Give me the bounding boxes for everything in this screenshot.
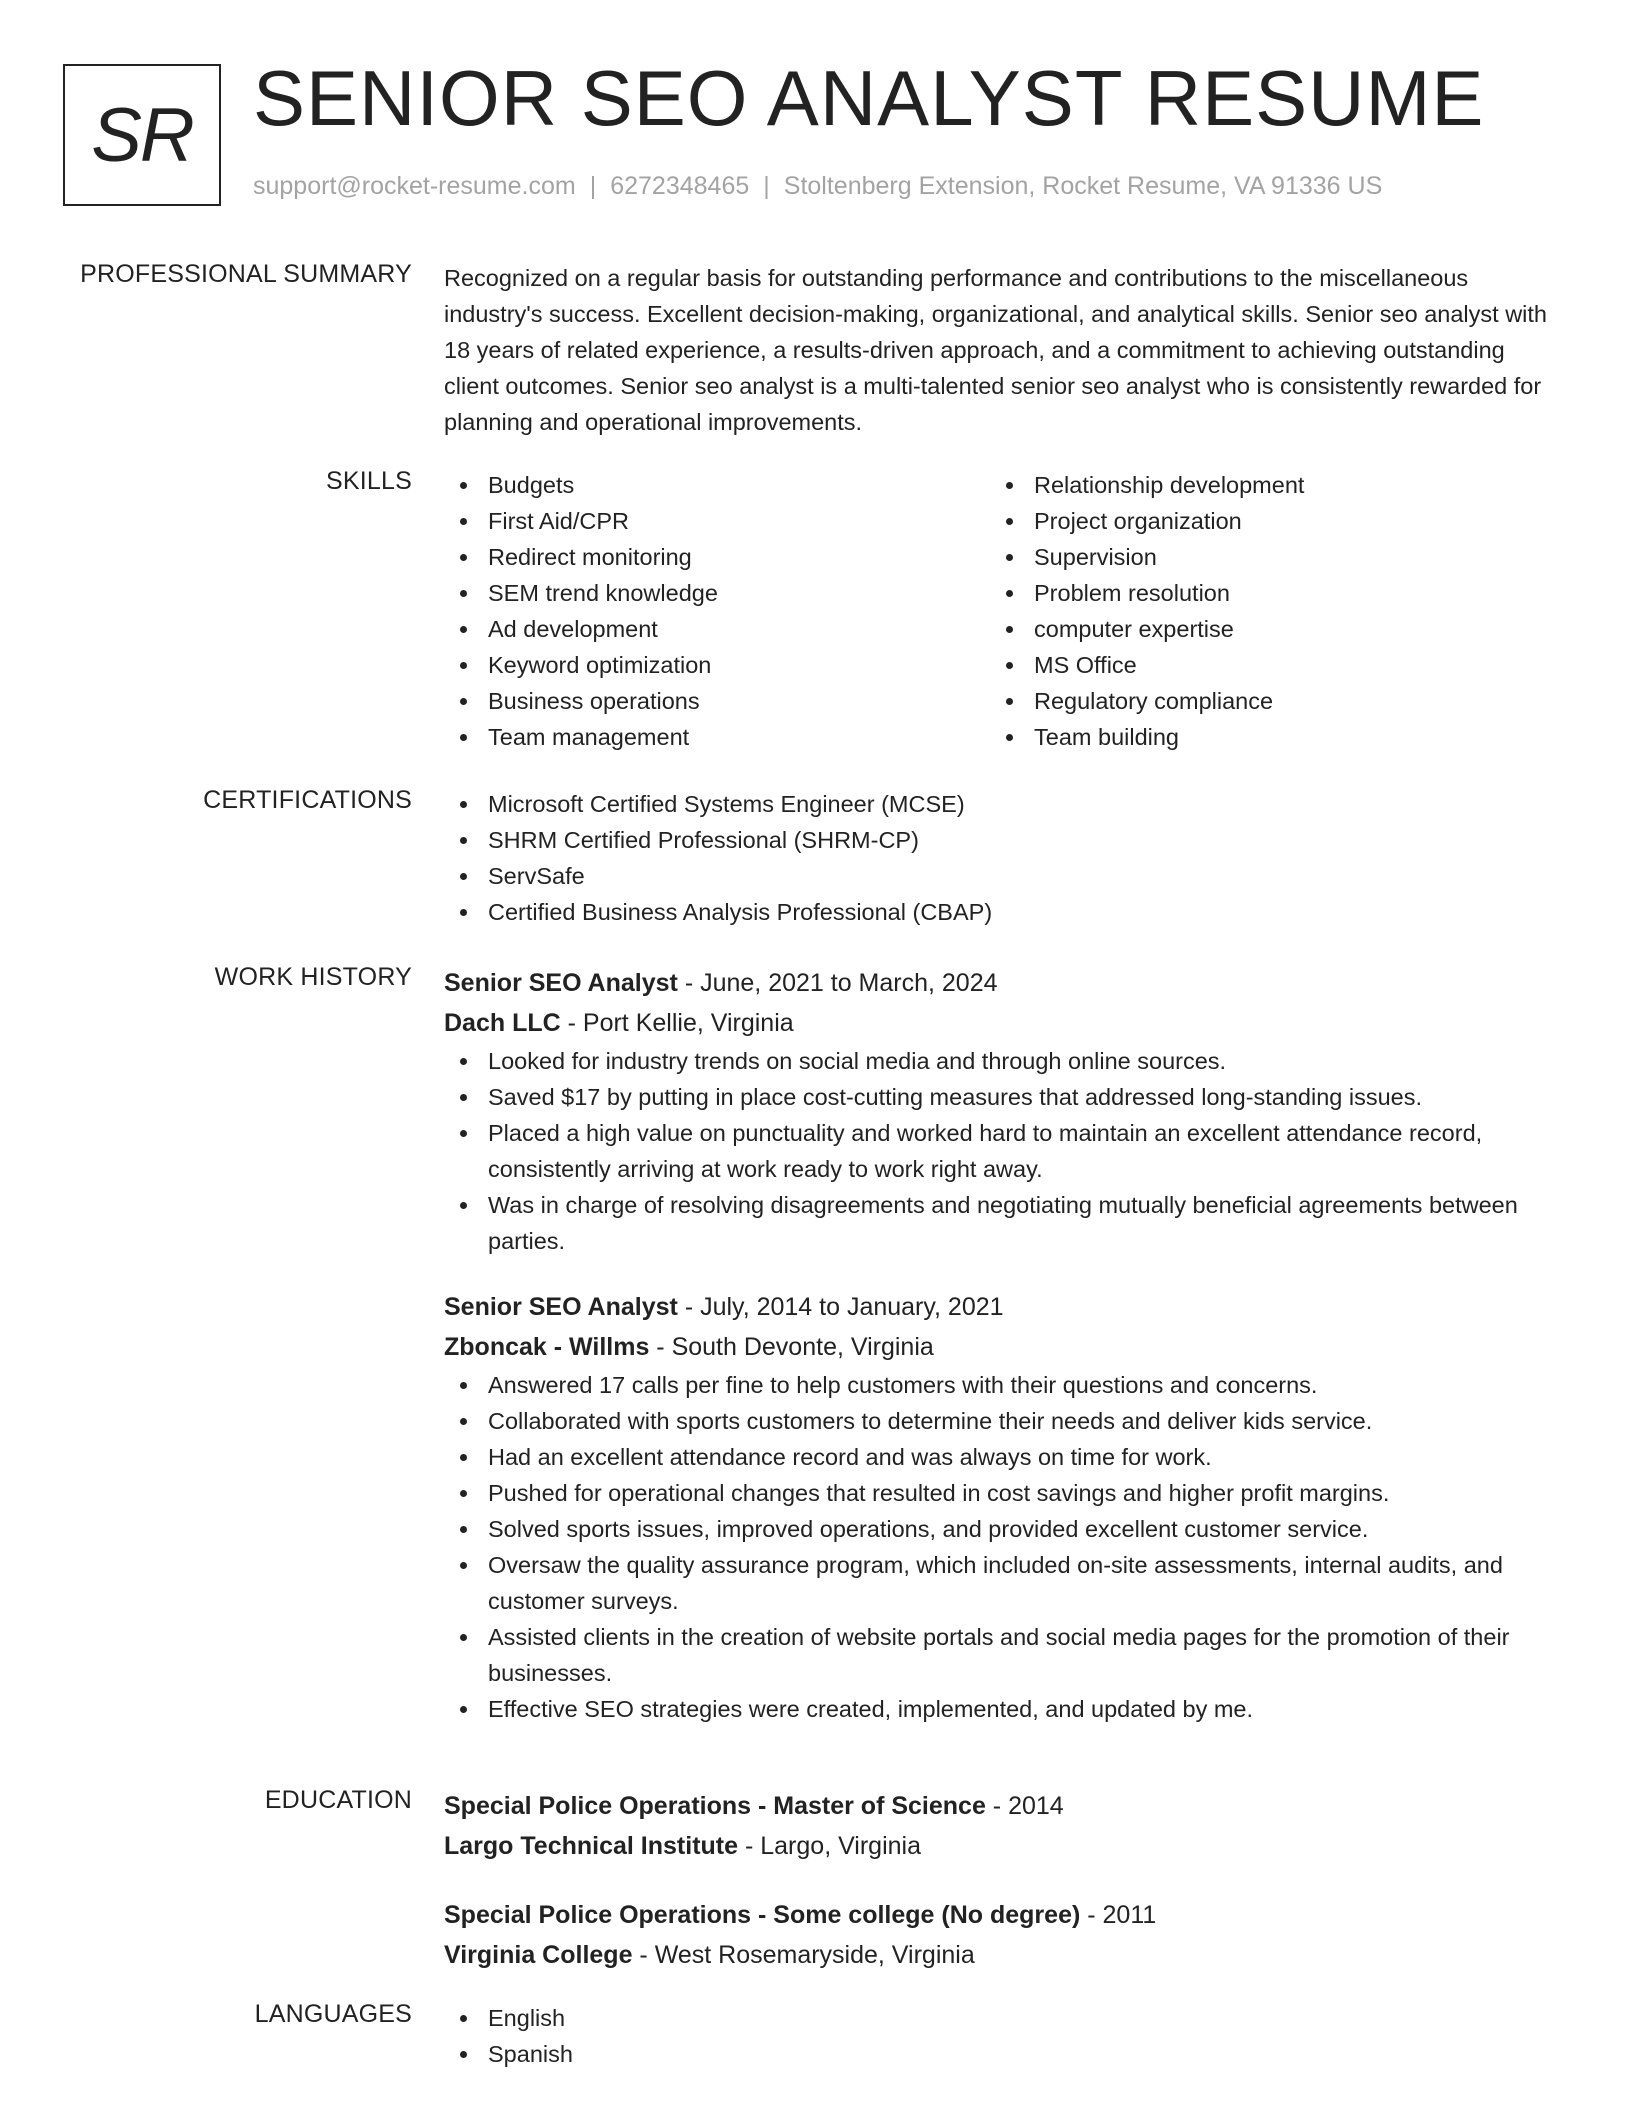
skill-item: First Aid/CPR — [444, 503, 990, 539]
job-company: Dach LLC — [444, 1009, 561, 1037]
education-degree: Special Police Operations - Master of Science — [444, 1792, 986, 1820]
contact-address: Stoltenberg Extension, Rocket Resume, VA 91336 US — [783, 172, 1383, 200]
job-bullet: Saved $17 by putting in place cost-cutting measures that addressed long-standing issues. — [444, 1079, 1560, 1115]
education-degree-line — [444, 1786, 1560, 1826]
contact-email: support@rocket-resume.com — [253, 172, 576, 200]
job-company-line — [444, 1327, 1560, 1367]
section-heading-work-history: WORK HISTORY — [214, 963, 412, 991]
skill-item: Team management — [444, 719, 990, 755]
job-entry — [444, 1287, 1560, 1727]
job-company-line — [444, 1003, 1560, 1043]
certification-item: ServSafe — [444, 858, 1560, 894]
job-bullets — [444, 1043, 1560, 1259]
job-location: - South Devonte, Virginia — [649, 1333, 934, 1361]
education-school: Virginia College — [444, 1941, 633, 1969]
monogram-box — [63, 64, 221, 206]
certification-item: SHRM Certified Professional (SHRM-CP) — [444, 822, 1560, 858]
job-location: - Port Kellie, Virginia — [560, 1009, 794, 1037]
language-item: Spanish — [444, 2036, 1560, 2072]
job-title-line — [444, 1287, 1560, 1327]
education-degree: Special Police Operations - Some college (No degree) — [444, 1901, 1081, 1929]
section-heading-education: EDUCATION — [264, 1786, 412, 1814]
skill-item: Ad development — [444, 611, 990, 647]
summary-text: Recognized on a regular basis for outstanding performance and contributions to the miscellaneous industry's success. Excellent decision-making, organizational, and analytical skills. Senior seo analyst with 18 years of related experience, a results-driven approach, and a commitment to achieving outstanding client outcomes. Senior seo analyst is a multi-talented senior seo analyst who is consistently rewarded for planning and operational improvements. — [444, 265, 1547, 435]
education-location: - Largo, Virginia — [738, 1832, 922, 1860]
skill-item: MS Office — [990, 647, 1536, 683]
contact-line — [253, 172, 1382, 201]
skill-item: Redirect monitoring — [444, 539, 990, 575]
education-school-line — [444, 1826, 1560, 1866]
certification-item: Microsoft Certified Systems Engineer (MCSE) — [444, 786, 1560, 822]
job-bullet: Oversaw the quality assurance program, which included on-site assessments, internal audits, and customer surveys. — [444, 1547, 1560, 1619]
education-location: - West Rosemaryside, Virginia — [632, 1941, 975, 1969]
job-bullet: Assisted clients in the creation of website portals and social media pages for the promotion of their businesses. — [444, 1619, 1560, 1691]
job-entry — [444, 963, 1560, 1259]
contact-separator: | — [763, 172, 770, 200]
skill-item: computer expertise — [990, 611, 1536, 647]
education-year: - 2014 — [985, 1792, 1064, 1820]
contact-phone: 6272348465 — [610, 172, 750, 200]
section-heading-languages: LANGUAGES — [254, 2000, 412, 2028]
education-entry — [444, 1895, 1560, 1975]
section-heading-summary: PROFESSIONAL SUMMARY — [80, 260, 412, 288]
skills-list-right — [990, 467, 1536, 755]
skill-item: Supervision — [990, 539, 1536, 575]
languages-list — [444, 2000, 1560, 2072]
job-bullet: Had an excellent attendance record and was always on time for work. — [444, 1439, 1560, 1475]
section-heading-skills: SKILLS — [326, 467, 412, 495]
education-degree-line — [444, 1895, 1560, 1935]
job-dates: - June, 2021 to March, 2024 — [677, 969, 998, 997]
job-dates: - July, 2014 to January, 2021 — [677, 1293, 1004, 1321]
job-bullet: Looked for industry trends on social media and through online sources. — [444, 1043, 1560, 1079]
job-bullets — [444, 1367, 1560, 1727]
job-bullet: Answered 17 calls per fine to help customers with their questions and concerns. — [444, 1367, 1560, 1403]
section-heading-certifications: CERTIFICATIONS — [203, 786, 412, 814]
job-title: Senior SEO Analyst — [444, 969, 678, 997]
education-school-line — [444, 1935, 1560, 1975]
job-bullet: Solved sports issues, improved operations, and provided excellent customer service. — [444, 1511, 1560, 1547]
education-year: - 2011 — [1080, 1901, 1157, 1929]
skill-item: Relationship development — [990, 467, 1536, 503]
certification-item: Certified Business Analysis Professional (CBAP) — [444, 894, 1560, 930]
job-title: Senior SEO Analyst — [444, 1293, 678, 1321]
skill-item: Business operations — [444, 683, 990, 719]
job-title-line — [444, 963, 1560, 1003]
job-bullet: Pushed for operational changes that resulted in cost savings and higher profit margins. — [444, 1475, 1560, 1511]
language-item: English — [444, 2000, 1560, 2036]
skill-item: Problem resolution — [990, 575, 1536, 611]
education-entry — [444, 1786, 1560, 1866]
job-bullet: Was in charge of resolving disagreements and negotiating mutually beneficial agreements between parties. — [444, 1187, 1560, 1259]
skill-item: Regulatory compliance — [990, 683, 1536, 719]
monogram-initials: SR — [91, 92, 193, 178]
job-bullet: Placed a high value on punctuality and worked hard to maintain an excellent attendance record, consistently arriving at work ready to work right away. — [444, 1115, 1560, 1187]
skill-item: SEM trend knowledge — [444, 575, 990, 611]
job-company: Zboncak - Willms — [444, 1333, 650, 1361]
skill-item: Keyword optimization — [444, 647, 990, 683]
job-bullet: Effective SEO strategies were created, implemented, and updated by me. — [444, 1691, 1560, 1727]
resume-title: SENIOR SEO ANALYST RESUME — [253, 54, 1485, 142]
education-school: Largo Technical Institute — [444, 1832, 739, 1860]
job-bullet: Collaborated with sports customers to determine their needs and deliver kids service. — [444, 1403, 1560, 1439]
skills-list-left — [444, 467, 990, 755]
contact-separator: | — [589, 172, 597, 200]
skill-item: Team building — [990, 719, 1536, 755]
skill-item: Budgets — [444, 467, 990, 503]
certifications-list — [444, 786, 1560, 930]
skill-item: Project organization — [990, 503, 1536, 539]
